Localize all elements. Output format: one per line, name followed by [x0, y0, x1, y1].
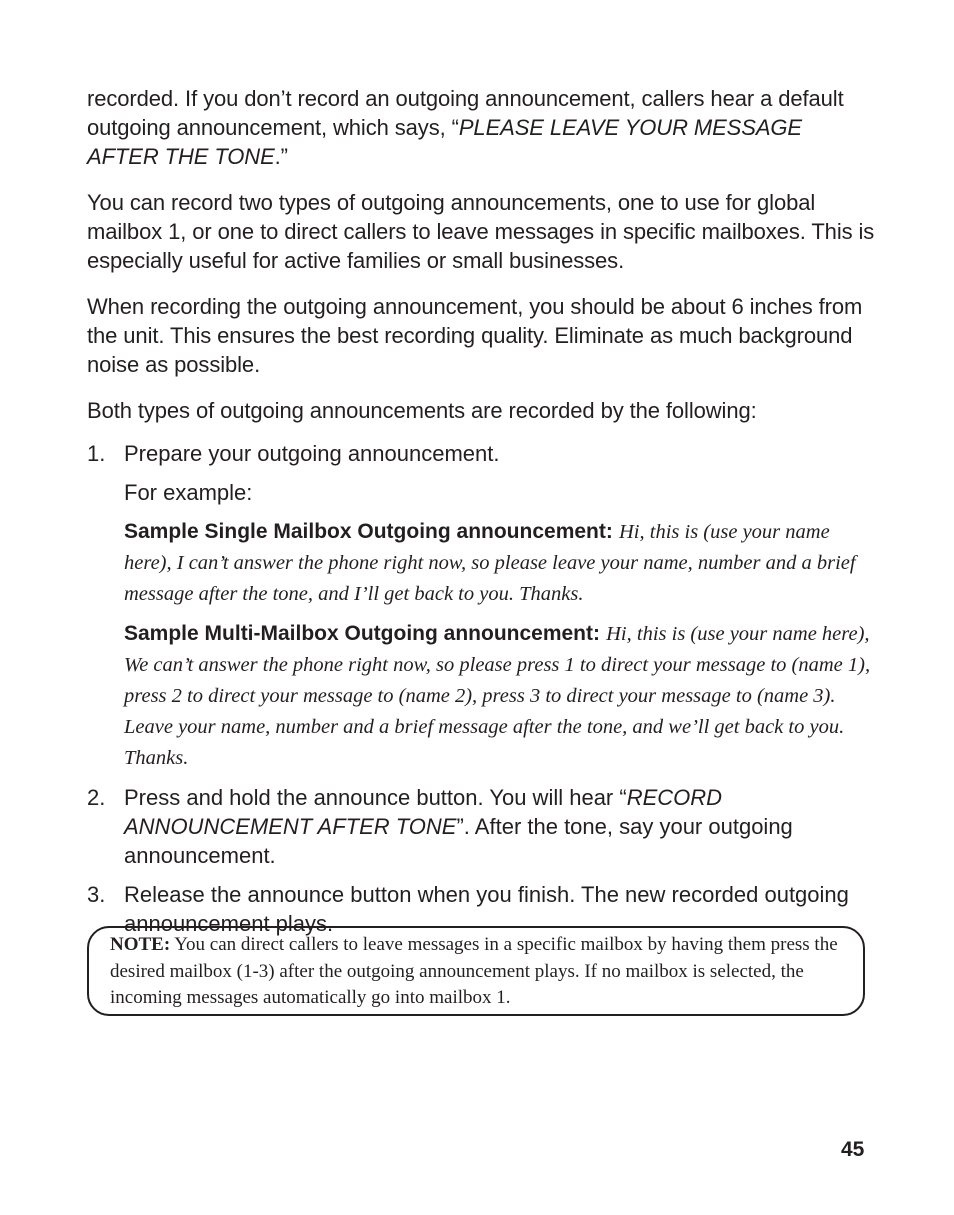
paragraph-steps-intro: Both types of outgoing announcements are recorded by the following:: [87, 398, 757, 423]
step-number: 3.: [87, 882, 106, 907]
paragraph-default-announcement: [87, 84, 877, 171]
step-number: 2.: [87, 785, 106, 810]
default-message-quote: PLEASE LEAVE YOUR MESSAGE AFTER THE TONE: [87, 115, 802, 169]
step-number: 1.: [87, 441, 106, 466]
sample-text: Hi, this is (use your name here), I can’t answer the phone right now, so please leave your name, number and a brief message after the tone, and I’ll get back to you. Thanks.: [124, 521, 856, 605]
page-number: 45: [841, 1138, 865, 1161]
sample-label: Sample Multi-Mailbox Outgoing announcement:: [124, 622, 600, 645]
step-text-start: Press and hold the announce button. You will hear “: [124, 785, 627, 810]
paragraph-announcement-types: You can record two types of outgoing announcements, one to use for global mailbox 1, or one to direct callers to leave messages in specific mailboxes. This is especially useful for active families or small businesses.: [87, 190, 875, 273]
note-label: NOTE:: [110, 934, 171, 955]
paragraph-recording-distance: When recording the outgoing announcement, you should be about 6 inches from the unit. This ensures the best recording quality. Eliminate as much background noise as possible.: [87, 294, 863, 377]
step-2: [87, 783, 877, 870]
step-text: Release the announce button when you finish. The new recorded outgoing announcement plays.: [124, 882, 849, 936]
step-text: [124, 783, 877, 870]
step-text: Prepare your outgoing announcement.: [124, 441, 500, 466]
quote-end: .”: [274, 144, 288, 169]
step-text-end: ”. After the tone, say your outgoing announcement.: [124, 814, 793, 868]
sample-multi-mailbox: [124, 618, 877, 773]
record-announcement-quote: RECORD ANNOUNCEMENT AFTER TONE: [124, 785, 723, 839]
note-box: [87, 926, 865, 1016]
steps-list: [87, 439, 877, 938]
example-label: For example:: [124, 480, 253, 505]
note-text: You can direct callers to leave messages in a specific mailbox by having them press the desired mailbox (1-3) after the outgoing announcement plays. If no mailbox is selected, the incoming messages automatically go into mailbox 1.: [110, 934, 838, 1008]
step-1: [87, 439, 877, 773]
paragraph-text: recorded. If you don’t record an outgoing announcement, callers hear a default outgoing announcement, which says, “: [87, 86, 844, 140]
page-content: [87, 84, 877, 948]
sample-single-mailbox: [124, 516, 877, 609]
sample-text: Hi, this is (use your name here), We can’t answer the phone right now, so please press 1 to direct your message to (name 1), press 2 to direct your message to (name 2), press 3 to direct your message to (name 3). Leave your name, number and a brief message after the tone, and we’ll get back to you. Thanks.: [124, 623, 871, 769]
sample-label: Sample Single Mailbox Outgoing announcement:: [124, 520, 613, 543]
